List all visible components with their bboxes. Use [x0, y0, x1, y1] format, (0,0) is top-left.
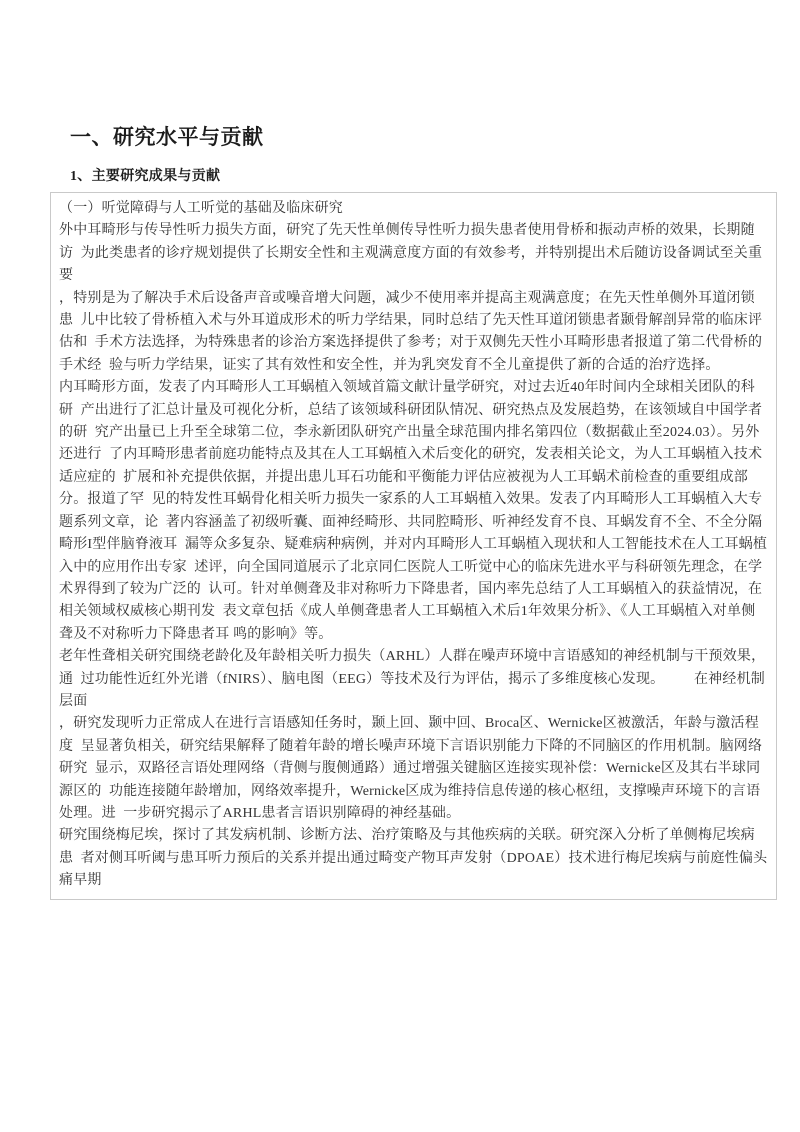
paragraph: 研究围绕梅尼埃，探讨了其发病机制、诊断方法、治疗策略及与其他疾病的关联。研究深入分析了单侧梅尼埃病患 者对侧耳听阈与患耳听力预后的关系并提出通过畸变产物耳声发射（DPOAE）技术进行梅尼埃病与前庭性偏头痛早期 — [59, 828, 768, 889]
paragraph: ，研究发现听力正常成人在进行言语感知任务时，颞上回、颞中回、Broca区、Wernicke区被激活，年龄与激活程度 呈显著负相关，研究结果解释了随着年龄的增长噪声环境下言语识别能力下降的不同脑区的作用机制。脑网络研究 显示，双路径言语处理网络（背侧与腹侧通路）通过增强关键脑区连接实现补偿：Wernicke区及其右半球同源区的 功能连接随年龄增加，网络效率提升，Wernicke区成为维持信息传递的核心枢纽，支撑噪声环境下的言语处理。进 一步研究揭示了ARHL患者言语识别障碍的神经基础。 — [59, 716, 763, 821]
paragraph: 内耳畸形方面，发表了内耳畸形人工耳蜗植入领域首篇文献计量学研究，对过去近40年时间内全球相关团队的科研 产出进行了汇总计量及可视化分析，总结了该领域科研团队情况、研究热点及发展趋势，在该领域自中国学者的研 究产出量已上升至全球第二位，李永新团队研究产出量全球范围内排名第四位（数据截止至2024.03）。另外还进行 了内耳畸形患者前庭功能特点及其在人工耳蜗植入术后变化的研究，发表相关论文，为人工耳蜗植入技术适应症的 扩展和补充提供依据，并提出患儿耳石功能和平衡能力评估应被视为人工耳蜗术前检查的重要组成部分。报道了罕 见的特发性耳蜗骨化相关听力损失一家系的人工耳蜗植入效果。发表了内耳畸形人工耳蜗植入大专题系列文章，论 著内容涵盖了初级听囊、面神经畸形、共同腔畸形、听神经发育不良、耳蜗发育不全、不全分隔畸形I型伴脑脊液耳 漏等众多复杂、疑难病种病例，并对内耳畸形人工耳蜗植入现状和人工智能技术在人工耳蜗植入中的应用作出专家 述评，向全国同道展示了北京同仁医院人工听觉中心的临床先进水平与科研领先理念，在学术界得到了较为广泛的 认可。针对单侧聋及非对称听力下降患者，国内率先总结了人工耳蜗植入的获益情况，在相关领域权威核心期刊发 表文章包括《成人单侧聋患者人工耳蜗植入术后1年效果分析》、《人工耳蜗植入对单侧聋及不对称听力下降患者耳 鸣的影响》等。 — [59, 380, 768, 642]
paragraph: ，特别是为了解决手术后设备声音或噪音增大问题，减少不使用率并提高主观满意度；在先天性单侧外耳道闭锁患 儿中比较了骨桥植入术与外耳道成形术的听力学结果，同时总结了先天性耳道闭锁患者颞骨解剖异常的临床评估和 手术方法选择，为特殊患者的诊治方案选择提供了参考；对于双侧先天性小耳畸形患者报道了第二代骨桥的手术经 验与听力学结果，证实了其有效性和安全性，并为乳突发育不全儿童提供了新的合适的治疗选择。 — [59, 290, 763, 373]
content-box-heading: （一）听觉障碍与人工听觉的基础及临床研究 — [59, 201, 343, 216]
content-paragraphs — [59, 220, 768, 892]
section-title: 一、研究水平与贡献 — [70, 125, 264, 149]
subsection-title: 1、主要研究成果与贡献 — [70, 169, 221, 184]
content-box — [50, 192, 777, 900]
paragraph: 老年性聋相关研究围绕老龄化及年龄相关听力损失（ARHL）人群在噪声环境中言语感知的神经机制与干预效果，通 过功能性近红外光谱（fNIRS）、脑电图（EEG）等技术及行为评估，揭示了多维度核心发现。 在神经机制层面 — [59, 649, 766, 709]
paragraph: 外中耳畸形与传导性听力损失方面，研究了先天性单侧传导性听力损失患者使用骨桥和振动声桥的效果，长期随访 为此类患者的诊疗规划提供了长期安全性和主观满意度方面的有效参考，并特别提出术后随访设备调试至关重要 — [59, 223, 763, 284]
